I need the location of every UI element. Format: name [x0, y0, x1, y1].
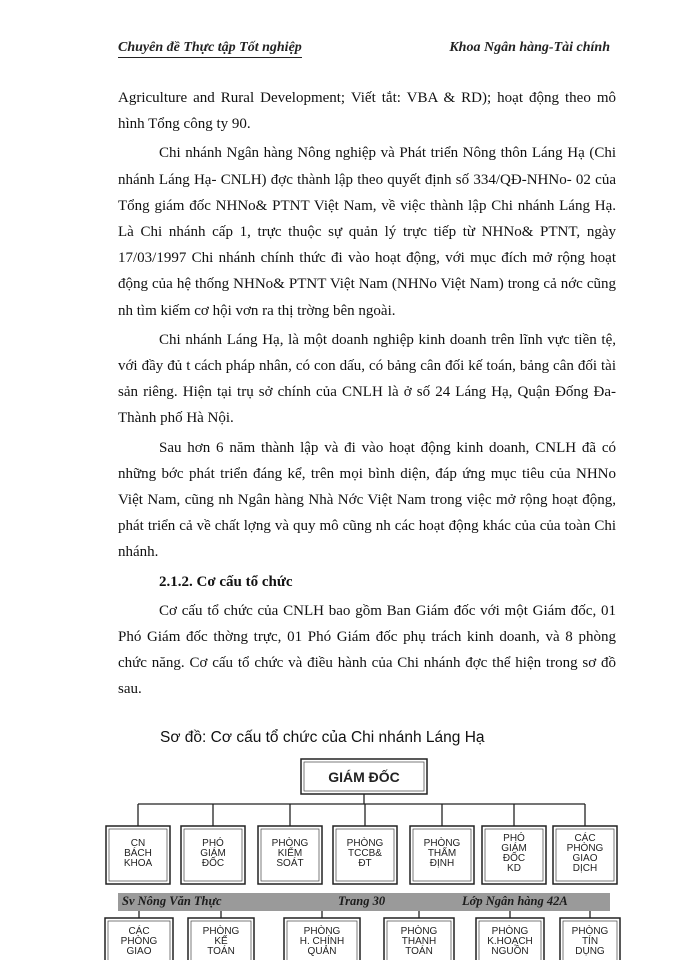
row1-box-3-label-2: ĐT — [358, 858, 372, 869]
row1-box-5-label-3: KD — [507, 863, 521, 874]
row1-box-5-label-1: GIÁM — [501, 843, 527, 854]
org-boxes — [105, 759, 620, 960]
header-left: Chuyên đề Thực tập Tốt nghiệp — [118, 40, 302, 58]
row2-box-4-label-1: K.HOẠCH — [487, 936, 533, 947]
row2-box-1-label-2: TOÁN — [207, 946, 235, 957]
row1-box-4-label-0: PHÒNG — [423, 838, 461, 849]
header-right: Khoa Ngân hàng-Tài chính — [449, 40, 610, 55]
paragraph-4: Sau hơn 6 năm thành lập và đi vào hoạt động kinh doanh, CNLH đã có những bớc phát triển đáng kể, trên mọi bình diện, đáp ứng mục tiêu của NHNo Việt Nam, cũng nh Ngân hàng Nhà Nớc Việt Nam trong việc mở rộng hoạt động, phát triển cả về chất lợng và quy mô cũng nh các hoạt động khác của của toàn Chi nhánh. — [118, 439, 616, 561]
row1-box-3 — [333, 826, 397, 884]
row1-box-0-label-0: CN — [130, 838, 146, 849]
row2-box-3-label-0: PHÒNG — [400, 926, 438, 937]
page-footer — [118, 893, 610, 911]
paragraph-1: Agriculture and Rural Development; Viết tắt: VBA & RD); hoạt động theo mô hình Tổng công ty 90. — [118, 90, 616, 133]
row1-box-5 — [482, 826, 546, 884]
row2-box-2-label-1: H. CHÍNH — [299, 936, 345, 947]
row2-box-4-label-2: NGUỒN — [491, 946, 529, 957]
row1-box-6 — [553, 826, 617, 884]
row1-box-1-label-0: PHÓ — [202, 838, 224, 849]
row2-box-0 — [105, 918, 173, 960]
row1-box-3-label-1: TCCB& — [348, 848, 382, 859]
row2-box-4 — [476, 918, 544, 960]
row2-box-3 — [384, 918, 454, 960]
row2-box-2 — [284, 918, 360, 960]
row1-box-2-label-2: SOÁT — [276, 858, 304, 869]
row2-box-0-label-1: PHÒNG — [120, 936, 158, 947]
row2-box-1 — [188, 918, 254, 960]
row2-box-0-label-2: GIAO — [126, 946, 152, 957]
row1-box-1-label-2: ĐỐC — [201, 858, 225, 869]
top-box-giam-doc — [301, 759, 427, 794]
row1-box-0 — [106, 826, 170, 884]
row1-box-6-label-2: GIAO — [572, 853, 598, 864]
row2-box-2-label-2: QUẢN — [307, 946, 337, 957]
row2-box-0-label-0: CÁC — [128, 926, 150, 937]
row1-box-0-label-1: BÁCH — [124, 848, 152, 859]
footer-class: Lớp Ngân hàng 42A — [462, 894, 568, 908]
row1-box-3-label-0: PHÒNG — [346, 838, 384, 849]
row1-box-5-label-0: PHÓ — [503, 833, 525, 844]
row2-box-1-label-1: KẾ — [214, 936, 228, 947]
row2-box-5 — [560, 918, 620, 960]
paragraph-2: Chi nhánh Ngân hàng Nông nghiệp và Phát triển Nông thôn Láng Hạ (Chi nhánh Láng Hạ- CNLH) đợc thành lập theo quyết định số 334/QĐ-NHNo- 02 của Tổng giám đốc NHNo& PTNT Việt Nam, về việc thành lập Chi nhánh Láng Hạ. Là Chi nhánh cấp 1, trực thuộc sự quản lý trực tiếp từ NHNo& PTNT, ngày 17/03/1997 Chi nhánh chính thức đi vào hoạt động, với mục đích mở rộng hoạt động của hệ thống NHNo& PTNT Việt Nam (NHNo Việt Nam) trong cả nớc cũng nh tìm kiếm cơ hội vơn ra thị trờng bên ngoài. — [118, 145, 616, 319]
row1-box-4 — [410, 826, 474, 884]
row2-box-5-label-2: DỤNG — [575, 946, 605, 957]
row2-box-5-label-1: TÍN — [581, 936, 599, 947]
footer-author: Sv Nông Văn Thực — [122, 894, 222, 908]
row1-box-6-label-0: CÁC — [574, 833, 596, 844]
row1-box-6-label-1: PHÒNG — [566, 843, 604, 854]
row2-box-3-label-2: TOÁN — [405, 946, 433, 957]
row2-box-1-label-0: PHÒNG — [202, 926, 240, 937]
row1-box-0-label-2: KHOA — [123, 858, 153, 869]
footer-page: Trang 30 — [338, 894, 386, 908]
row2-box-3-label-1: THANH — [401, 936, 437, 947]
row1-box-4-label-1: THẨM — [427, 848, 457, 859]
row1-box-6-label-3: DỊCH — [572, 863, 598, 874]
paragraph-3: Chi nhánh Láng Hạ, là một doanh nghiệp kinh doanh trên lĩnh vực tiền tệ, với đầy đủ t cách pháp nhân, có con dấu, có bảng cân đối kế toán, bảng cân đối tài sản riêng. Hiện tại trụ sở chính của CNLH là ở số 24 Láng Hạ, Quận Đống Đa- Thành phố Hà Nội. — [118, 331, 616, 427]
row2-box-2-label-0: PHÒNG — [303, 926, 341, 937]
top-box-giam-doc-label-0: GIÁM ĐỐC — [328, 769, 400, 785]
row2-box-4-label-0: PHÒNG — [491, 926, 529, 937]
row2-box-5-label-0: PHÒNG — [571, 926, 609, 937]
row1-box-4-label-2: ĐỊNH — [429, 858, 455, 869]
row1-box-2-label-1: KIỂM — [277, 848, 303, 859]
row1-box-1 — [181, 826, 245, 884]
section-title: 2.1.2. Cơ cấu tổ chức — [159, 573, 293, 590]
paragraph-5: Cơ cấu tổ chức của CNLH bao gồm Ban Giám đốc với một Giám đốc, 01 Phó Giám đốc thờng trực, 01 Phó Giám đốc phụ trách kinh doanh, và 8 phòng chức năng. Cơ cấu tổ chức và điều hành của Chi nhánh đợc thể hiện trong sơ đồ sau. — [118, 602, 616, 698]
diagram-title: Sơ đồ: Cơ cấu tổ chức của Chi nhánh Láng Hạ — [160, 729, 485, 746]
row1-box-5-label-2: ĐỐC — [502, 853, 526, 864]
row1-box-1-label-1: GIÁM — [200, 848, 226, 859]
row1-box-2-label-0: PHÒNG — [271, 838, 309, 849]
row1-box-2 — [258, 826, 322, 884]
